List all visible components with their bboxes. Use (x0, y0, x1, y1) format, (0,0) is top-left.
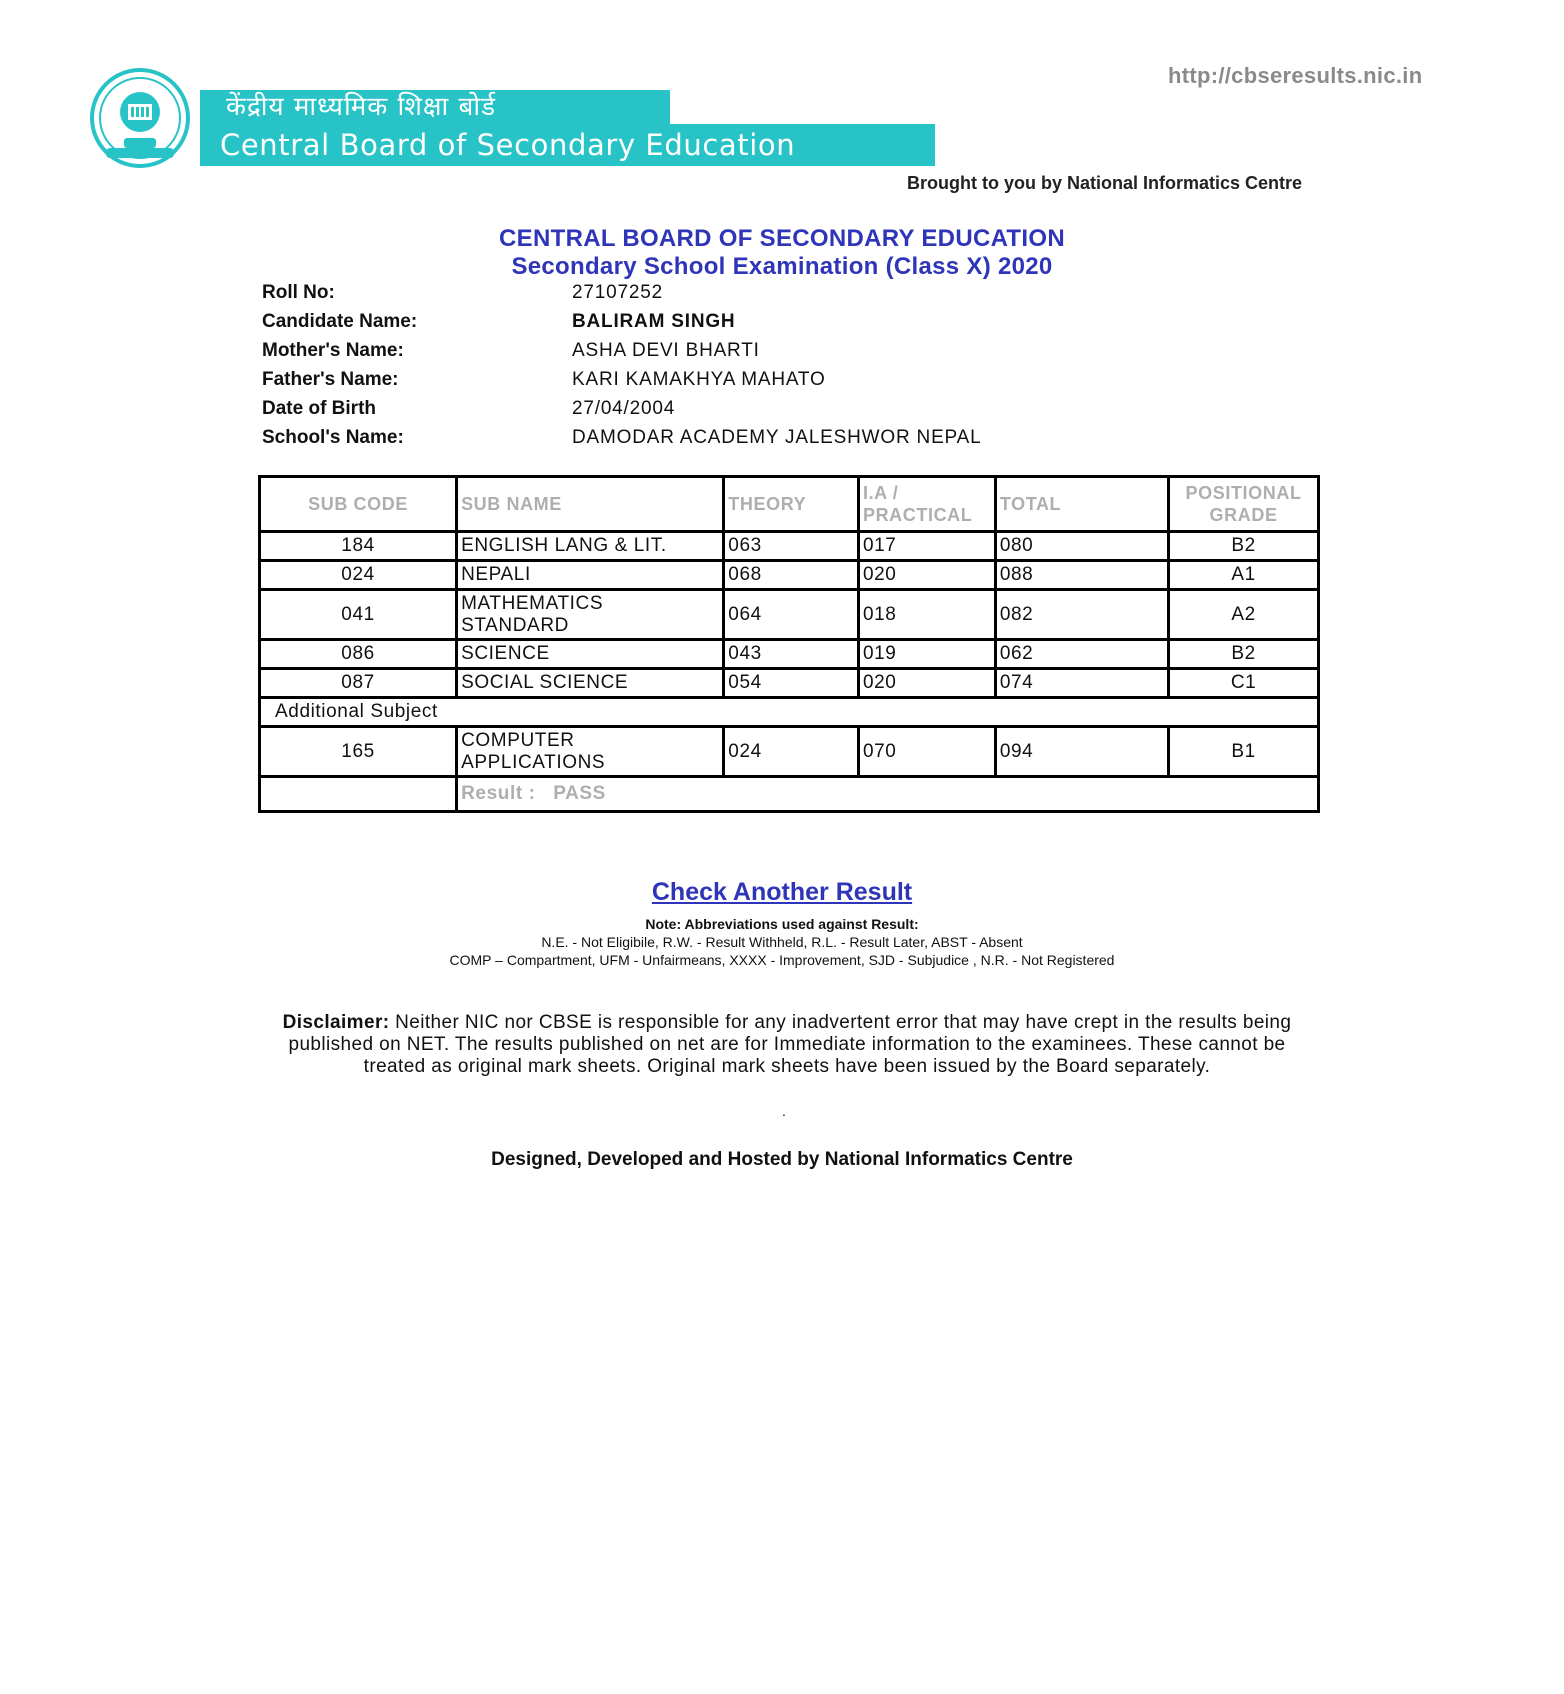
father-name-label: Father's Name: (262, 369, 399, 390)
separator-dot: . (782, 1103, 786, 1119)
board-title: CENTRAL BOARD OF SECONDARY EDUCATION (499, 225, 1065, 252)
father-name-row (262, 369, 1262, 398)
header-grade-line1: POSITIONAL (1185, 483, 1302, 503)
ia-cell: 070 (858, 727, 995, 777)
ia-cell: 017 (858, 532, 995, 561)
dob-label: Date of Birth (262, 398, 376, 419)
result-cell (457, 777, 1319, 812)
sub-name-cell (457, 727, 724, 777)
sub-code-cell: 086 (260, 640, 457, 669)
mother-name-value: ASHA DEVI BHARTI (572, 340, 760, 361)
total-cell: 080 (995, 532, 1168, 561)
theory-cell: 063 (724, 532, 859, 561)
theory-cell: 054 (724, 669, 859, 698)
cbse-emblem-icon (88, 66, 192, 170)
disclaimer-label: Disclaimer: (282, 1012, 390, 1033)
grade-cell: A2 (1169, 590, 1319, 640)
header-ia-line2: PRACTICAL (862, 505, 973, 525)
exam-title: Secondary School Examination (Class X) 2020 (511, 253, 1053, 280)
additional-subject-label: Additional Subject (260, 698, 1319, 727)
header-positional-grade (1169, 477, 1319, 532)
result-label: Result : (461, 783, 536, 804)
table-row (260, 640, 1319, 669)
sub-code-cell: 041 (260, 590, 457, 640)
notes-line1: N.E. - Not Eligibile, R.W. - Result Withheld, R.L. - Result Later, ABST - Absent (541, 934, 1023, 950)
grade-cell: B2 (1169, 532, 1319, 561)
table-header-row (260, 477, 1319, 532)
mother-name-row (262, 340, 1262, 369)
dob-value: 27/04/2004 (572, 398, 676, 419)
ia-cell: 019 (858, 640, 995, 669)
table-row (260, 590, 1319, 640)
abbreviation-notes (0, 915, 1564, 969)
total-cell: 088 (995, 561, 1168, 590)
school-name-row (262, 427, 1262, 456)
grade-cell: B2 (1169, 640, 1319, 669)
school-name-label: School's Name: (262, 427, 404, 448)
candidate-name-label: Candidate Name: (262, 311, 418, 332)
ia-cell: 020 (858, 669, 995, 698)
table-row (260, 561, 1319, 590)
sub-name-cell: SOCIAL SCIENCE (457, 669, 724, 698)
roll-row (262, 282, 1262, 311)
result-row (260, 777, 1319, 812)
footer-credit: Designed, Developed and Hosted by National Informatics Centre (491, 1149, 1073, 1170)
grade-cell: B1 (1169, 727, 1319, 777)
candidate-name-value: BALIRAM SINGH (572, 311, 736, 332)
table-row (260, 727, 1319, 777)
sub-code-cell: 024 (260, 561, 457, 590)
ia-cell: 018 (858, 590, 995, 640)
header-ia-practical (858, 477, 995, 532)
theory-cell: 064 (724, 590, 859, 640)
father-name-value: KARI KAMAKHYA MAHATO (572, 369, 826, 390)
sub-name-cell: ENGLISH LANG & LIT. (457, 532, 724, 561)
sub-name-line1: COMPUTER (461, 729, 575, 751)
english-title-band: Central Board of Secondary Education (200, 124, 935, 166)
roll-value: 27107252 (572, 282, 663, 303)
total-cell: 094 (995, 727, 1168, 777)
total-cell: 082 (995, 590, 1168, 640)
disclaimer-text: Neither NIC nor CBSE is responsible for any inadvertent error that may have crept in the results being published on NET. The results published on net are for Immediate information to the examinees. These cannot be treated as original mark sheets. Original mark sheets have been issued by the Board separately. (288, 1012, 1292, 1077)
sub-name-cell (457, 590, 724, 640)
disclaimer (262, 1012, 1312, 1078)
marks-table (258, 475, 1320, 813)
mother-name-label: Mother's Name: (262, 340, 404, 361)
header-theory: THEORY (724, 477, 859, 532)
result-empty-cell (260, 777, 457, 812)
sub-code-cell: 184 (260, 532, 457, 561)
result-value: PASS (553, 783, 606, 804)
notes-title: Note: Abbreviations used against Result: (645, 916, 919, 932)
theory-cell: 068 (724, 561, 859, 590)
roll-label: Roll No: (262, 282, 335, 303)
site-url: http://cbseresults.nic.in (1168, 63, 1423, 88)
sub-name-line2: APPLICATIONS (461, 751, 606, 773)
table-row (260, 532, 1319, 561)
school-name-value: DAMODAR ACADEMY JALESHWOR NEPAL (572, 427, 982, 448)
grade-cell: A1 (1169, 561, 1319, 590)
sub-code-cell: 165 (260, 727, 457, 777)
header-grade-line2: GRADE (1209, 505, 1278, 525)
sub-code-cell: 087 (260, 669, 457, 698)
sub-name-line1: MATHEMATICS (461, 592, 604, 614)
candidate-info (262, 282, 1262, 456)
dob-row (262, 398, 1262, 427)
header-total: TOTAL (995, 477, 1168, 532)
candidate-name-row (262, 311, 1262, 340)
check-another-result-link[interactable]: Check Another Result (651, 878, 913, 906)
theory-cell: 043 (724, 640, 859, 669)
total-cell: 062 (995, 640, 1168, 669)
grade-cell: C1 (1169, 669, 1319, 698)
header-ia-line1: I.A / (862, 483, 899, 503)
hindi-title-band: केंद्रीय माध्यमिक शिक्षा बोर्ड (200, 90, 670, 124)
sub-name-line2: STANDARD (461, 614, 569, 636)
additional-subject-row (260, 698, 1319, 727)
sub-name-cell: NEPALI (457, 561, 724, 590)
table-row (260, 669, 1319, 698)
theory-cell: 024 (724, 727, 859, 777)
notes-line2: COMP – Compartment, UFM - Unfairmeans, XXXX - Improvement, SJD - Subjudice , N.R. - Not Registered (449, 952, 1115, 968)
ia-cell: 020 (858, 561, 995, 590)
header-sub-name: SUB NAME (457, 477, 724, 532)
total-cell: 074 (995, 669, 1168, 698)
sub-name-cell: SCIENCE (457, 640, 724, 669)
brought-by-text: Brought to you by National Informatics Centre (907, 173, 1303, 193)
header-sub-code: SUB CODE (260, 477, 457, 532)
